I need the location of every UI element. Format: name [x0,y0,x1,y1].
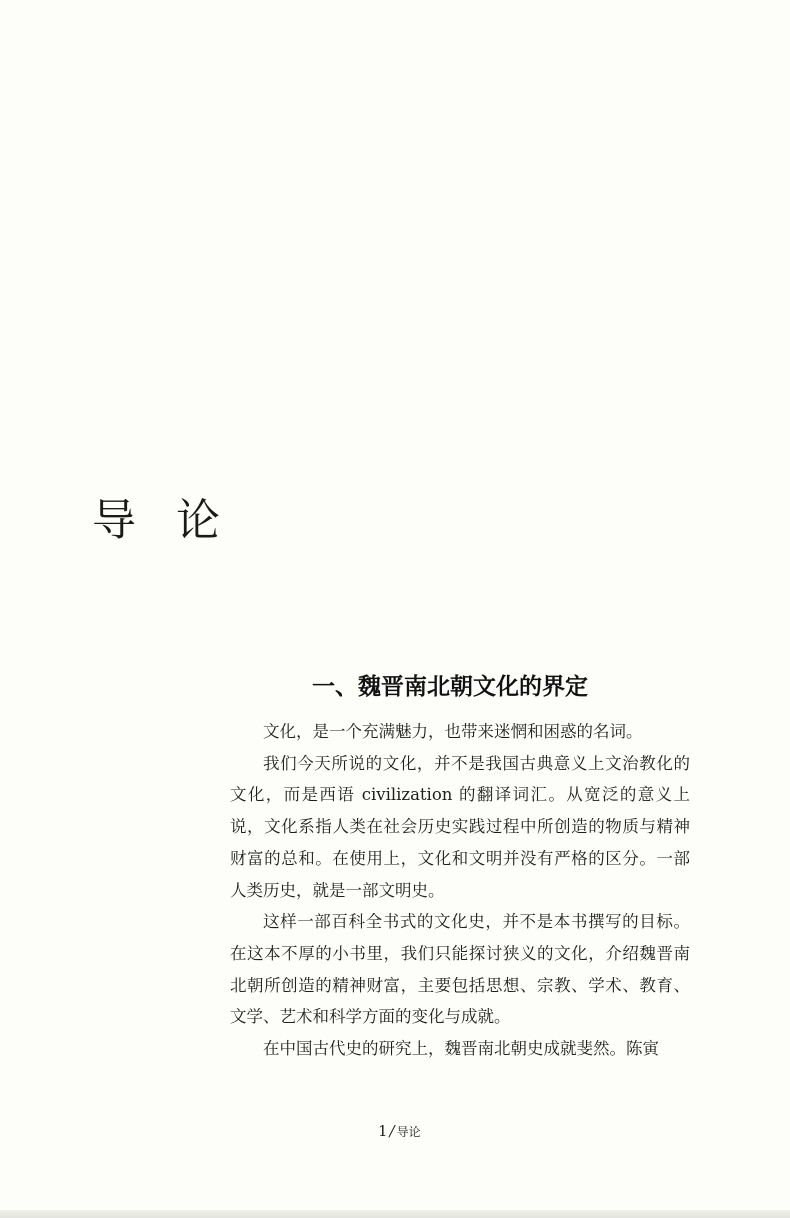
page-footer [378,1120,421,1143]
running-title: 导论 [396,1125,421,1139]
paragraph: 我们今天所说的文化，并不是我国古典意义上文治教化的文化，而是西语 civilization 的翻译词汇。从宽泛的意义上说，文化系指人类在社会历史实践过程中所创造的物质与精神财富的总和。在使用上，文化和文明并没有严格的区分。一部人类历史，就是一部文明史。 [230,753,690,900]
page-bottom-edge [0,1210,790,1218]
paragraph: 这样一部百科全书式的文化史，并不是本书撰写的目标。在这本不厚的小书里，我们只能探讨狭义的文化，介绍魏晋南北朝所创造的精神财富，主要包括思想、宗教、学术、教育、文学、艺术和科学方面的变化与成就。 [230,912,690,1027]
body-text [230,716,690,1065]
chapter-title: 导论 [92,495,260,547]
section-title: 一、魏晋南北朝文化的界定 [312,674,588,701]
paragraph: 在中国古代史的研究上，魏晋南北朝史成就斐然。陈寅 [263,1039,659,1059]
paragraph: 文化，是一个充满魅力，也带来迷惘和困惑的名词。 [263,722,643,741]
footer-separator: / [389,1122,395,1140]
page-number: 1 [378,1122,388,1140]
